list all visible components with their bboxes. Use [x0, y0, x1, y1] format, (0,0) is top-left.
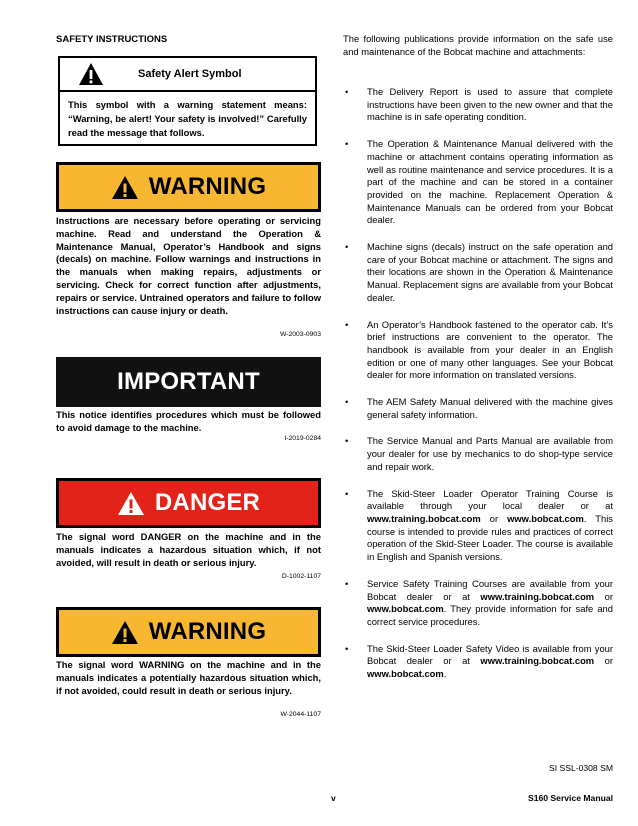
list-item	[343, 435, 613, 473]
bullet: •	[345, 86, 349, 97]
important-message: This notice identifies procedures which must be followed to avoid damage to the machine.	[56, 409, 321, 433]
publications-intro: The following publications provide information on the safe use and maintenance of the Bobcat machine and attachments:	[343, 33, 613, 57]
bullet: •	[345, 435, 349, 447]
training-link[interactable]: www.training.bobcat.com	[480, 590, 595, 602]
list-item-text: or	[594, 590, 613, 602]
list-item-text: or	[480, 512, 508, 524]
warning-triangle-icon	[117, 491, 145, 516]
manual-title: S160 Service Manual	[527, 793, 613, 803]
list-item-text: or	[594, 655, 613, 667]
bullet: •	[345, 318, 349, 330]
bullet: •	[345, 642, 349, 654]
safety-alert-header	[60, 58, 315, 92]
document-code: SI SSL-0308 SM	[548, 763, 613, 773]
list-item-text: . This course is intended to provide rules and practices of correct operation of the Skid-Steer Loader. The course is available in English and Spanish versions.	[367, 512, 613, 563]
training-link[interactable]: www.training.bobcat.com	[480, 655, 595, 667]
warning-triangle-icon	[111, 175, 139, 200]
notice-code: I-2019-0284	[284, 435, 321, 442]
list-item	[343, 86, 613, 124]
safety-alert-text: This symbol with a warning statement means: “Warning, be alert! Your safety is involved!” Carefully read the message that follows.	[68, 99, 307, 138]
list-item	[343, 396, 613, 421]
bullet: •	[345, 577, 349, 589]
bullet: •	[345, 487, 349, 499]
training-link[interactable]: www.training.bobcat.com	[367, 512, 481, 524]
warning-triangle-icon	[111, 620, 139, 645]
list-item-text: The Operation & Maintenance Manual delivered with the machine or attachment contains operating information as well as routine maintenance and service procedures. It is a part of the machine and can be stored in a container provided on the machine. Replacement Operation & Maintenance Manuals can be ordered from your Bobcat dealer.	[367, 138, 613, 226]
list-item-text: Service Safety Training Courses are available from your Bobcat dealer or at	[367, 577, 613, 602]
safety-alert-box	[58, 56, 317, 146]
list-item-text: The AEM Safety Manual delivered with the machine gives general safety information.	[367, 396, 613, 420]
list-item-text: Machine signs (decals) instruct on the safe operation and care of your Bobcat machine or attachment. The signs and their locations are shown in the Operation & Maintenance Manual. Replacement signs are available from your Bobcat dealer.	[367, 241, 613, 303]
page-number: v	[331, 793, 336, 803]
list-item-text: The Skid-Steer Loader Safety Video is available from your Bobcat dealer or at	[367, 642, 613, 667]
bullet: •	[345, 241, 349, 253]
warning-signal-word: WARNING	[148, 173, 267, 200]
warning-message: Instructions are necessary before operating or servicing machine. Read and understand the Operation & Maintenance Manual, Operator’s Handbook and signs (decals) on machine. Follow warnings and instructions in the manuals when making repairs, adjustments or servicing. Check for correct function after adjustments, repairs or service. Untrained operators and failure to follow instructions can cause injury or death.	[56, 215, 321, 316]
bobcat-link[interactable]: www.bobcat.com	[367, 668, 444, 680]
list-item	[343, 138, 613, 227]
safety-alert-title: Safety Alert Symbol	[138, 68, 242, 80]
warning-signal-word: WARNING	[148, 618, 267, 645]
important-signal-word: IMPORTANT	[117, 368, 260, 395]
warning-banner	[56, 162, 321, 212]
bullet: •	[345, 396, 349, 408]
bobcat-link[interactable]: www.bobcat.com	[367, 603, 444, 615]
danger-message: The signal word DANGER on the machine and in the manuals indicates a hazardous situation which, if not avoided, will result in death or serious injury.	[56, 531, 321, 568]
list-item-text: . They provide information for safe and correct service procedures.	[367, 603, 613, 627]
notice-code: W-2044-1107	[280, 711, 321, 718]
warning-message: The signal word WARNING on the machine and in the manuals indicates a potentially hazardous situation which, if not avoided, could result in death or serious injury.	[56, 659, 321, 696]
list-item	[343, 241, 613, 305]
section-heading: SAFETY INSTRUCTIONS	[56, 34, 168, 45]
publications-list	[343, 86, 613, 695]
list-item-text: The Service Manual and Parts Manual are available from your dealer for use by mechanics to do shop-type service and repair work.	[367, 435, 613, 472]
list-item-text: The Delivery Report is used to assure that complete instructions have been given to the new owner and that the machine is in safe operating condition.	[367, 86, 613, 123]
list-item-text: .	[443, 668, 447, 680]
danger-signal-word: DANGER	[154, 489, 261, 516]
bullet: •	[345, 138, 349, 150]
notice-code: W-2003-0903	[279, 331, 321, 338]
list-item-text: An Operator’s Handbook fastened to the operator cab. It’s brief instructions are convenient to the operator. The handbook is available from your dealer in an English edition or one of many other languages. See your Bobcat dealer for more information on translated versions.	[367, 318, 613, 381]
danger-banner	[56, 478, 321, 528]
warning-banner	[56, 607, 321, 657]
list-item	[343, 578, 613, 629]
list-item-text: The Skid-Steer Loader Operator Training Course is available through your local dealer or at	[367, 487, 613, 512]
important-banner	[56, 357, 321, 407]
list-item	[343, 488, 613, 564]
list-item	[343, 319, 613, 383]
warning-triangle-icon	[78, 62, 104, 86]
notice-code: D-1002-1107	[281, 573, 321, 580]
list-item	[343, 643, 613, 681]
bobcat-link[interactable]: www.bobcat.com	[507, 512, 584, 524]
